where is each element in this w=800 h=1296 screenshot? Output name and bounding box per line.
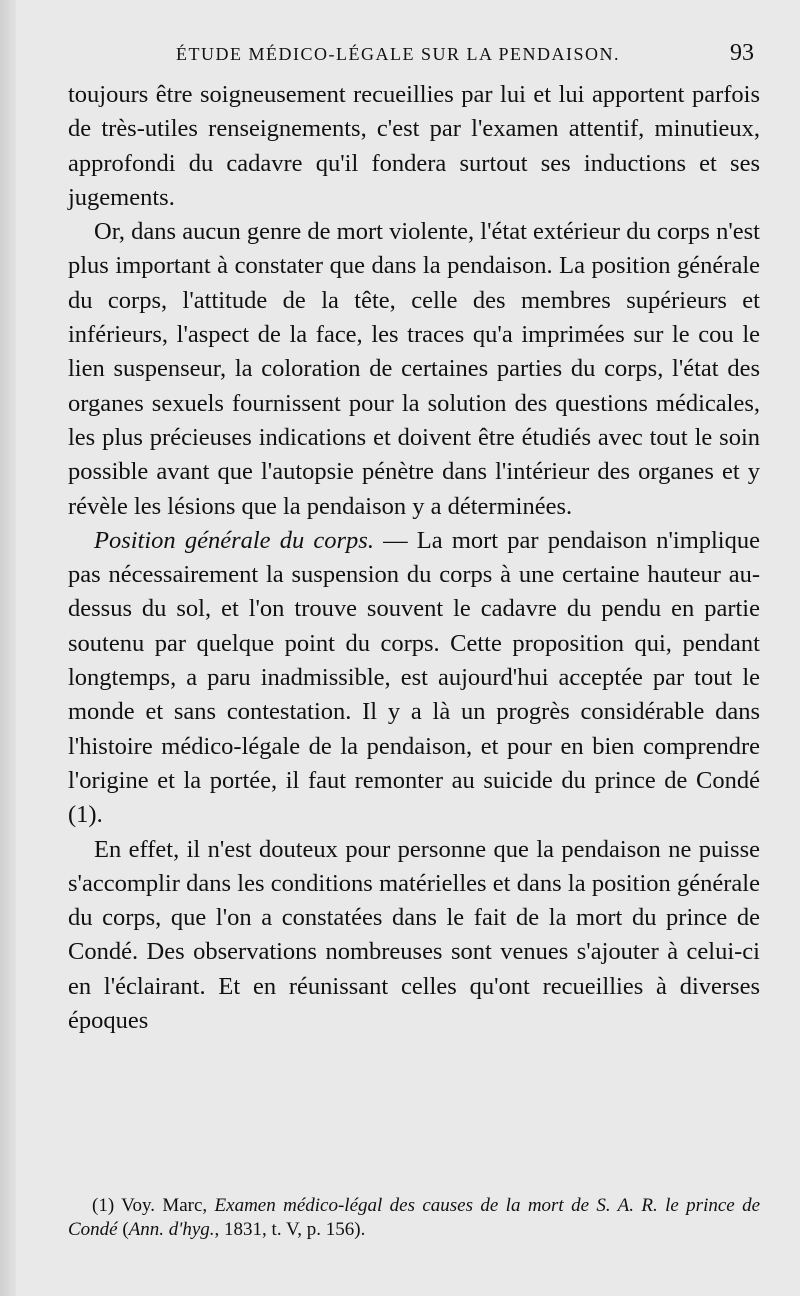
paragraph-2: Or, dans aucun genre de mort violente, l'état extérieur du corps n'est plus important à constater que dans la pendaison. La position générale du corps, l'attitude de la tête, celle des membres supérieurs et inférieurs, l'aspect de la face, les traces qu'a imprimées sur le cou le lien suspenseur, la coloration de certaines parties du corps, l'état des organes sexuels fournissent pour la solution des questions médicales, les plus précieuses indications et doivent être étudiés avec tout le soin possible avant que l'autopsie pénètre dans l'intérieur des organes et y révèle les lésions que la pendaison y a déterminées. [68, 218, 760, 520]
paragraph-1: toujours être soigneusement recueillies par lui et lui apportent parfois de très-utiles renseignements, c'est par l'examen attentif, minutieux, approfondi du cadavre qu'il fondera surtout ses inductions et ses jugements. [68, 81, 760, 211]
footnote-journal: Ann. d'hyg. [128, 1219, 215, 1240]
body-text [68, 78, 760, 1038]
footnote-suffix: , 1831, t. V, p. 156). [214, 1219, 366, 1240]
paragraph-3 [68, 524, 760, 833]
paragraph-3-text: — La mort par pendaison n'implique pas nécessairement la suspension du corps à une certaine hauteur au-dessus du sol, et l'on trouve souvent le cadavre du pendu en partie soutenu par quelque point du corps. Cette proposition qui, pendant longtemps, a paru inadmissible, est aujourd'hui acceptée par tout le monde et sans contestation. Il y a là un progrès considérable dans l'histoire médico-légale de la pendaison, et pour en bien comprendre l'origine et la portée, il faut remonter au suicide du prince de Condé (1). [68, 526, 760, 829]
page-left-edge [0, 0, 16, 1296]
footnote-open-paren: ( [117, 1219, 129, 1240]
footnote-title: Examen médico-légal des causes de la mort de S. A. R. le prince de Condé [68, 1195, 761, 1240]
footnote-1 [68, 1194, 760, 1242]
page-header [68, 40, 758, 74]
footnote-prefix: (1) Voy. Marc, [92, 1195, 215, 1216]
book-page [16, 0, 800, 1296]
footnote [68, 1194, 760, 1242]
section-heading-position-generale: Position générale du corps. [94, 526, 374, 554]
page-number: 93 [730, 40, 754, 66]
paragraph-4: En effet, il n'est douteux pour personne que la pendaison ne puisse s'accomplir dans les conditions matérielles et dans la position générale du corps, que l'on a constatées dans le fait de la mort du prince de Condé. Des observations nombreuses sont venues s'ajouter à celui-ci en l'éclairant. Et en réunissant celles qu'ont recueillies à diverses époques [68, 835, 760, 1035]
running-title: ÉTUDE MÉDICO-LÉGALE SUR LA PENDAISON. [176, 44, 620, 64]
